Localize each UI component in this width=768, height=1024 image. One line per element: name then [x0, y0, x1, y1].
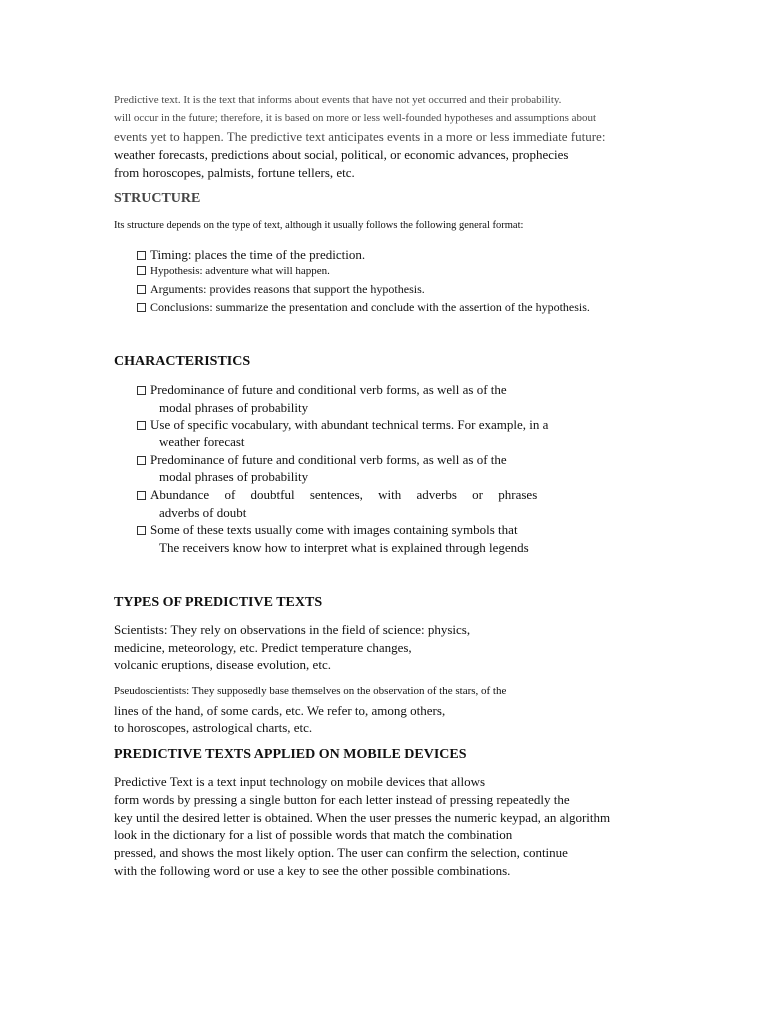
- structure-heading: STRUCTURE: [114, 191, 201, 206]
- intro-line: events yet to happen. The predictive text anticipates events in a more or less immediate future:: [114, 129, 606, 144]
- bullet-box-icon: [137, 456, 146, 465]
- structure-item: Timing: places the time of the prediction.: [137, 247, 365, 263]
- bullet-box-icon: [137, 386, 146, 395]
- bullet-box-icon: [137, 491, 146, 500]
- mobile-heading: PREDICTIVE TEXTS APPLIED ON MOBILE DEVICES: [114, 747, 467, 762]
- intro-line: weather forecasts, predictions about social, political, or economic advances, prophecies: [114, 147, 569, 162]
- structure-item: Conclusions: summarize the presentation and conclude with the assertion of the hypothesis.: [137, 300, 590, 315]
- characteristics-item-continuation: modal phrases of probability: [159, 469, 309, 484]
- scientists-line: Scientists: They rely on observations in the field of science: physics,: [114, 622, 471, 637]
- characteristics-item: Use of specific vocabulary, with abundant technical terms. For example, in a: [137, 417, 548, 433]
- bullet-box-icon: [137, 266, 146, 275]
- mobile-line: key until the desired letter is obtained. When the user presses the numeric keypad, an algorithm: [114, 810, 611, 825]
- bullet-box-icon: [137, 285, 146, 294]
- pseudoscientists-line: lines of the hand, of some cards, etc. We refer to, among others,: [114, 703, 446, 718]
- mobile-line: with the following word or use a key to see the other possible combinations.: [114, 863, 511, 878]
- types-heading: TYPES OF PREDICTIVE TEXTS: [114, 595, 323, 610]
- characteristics-item: Predominance of future and conditional verb forms, as well as of the: [137, 382, 507, 398]
- characteristics-item: Abundance of doubtful sentences, with adverbs or phrases: [137, 487, 537, 503]
- mobile-line: Predictive Text is a text input technology on mobile devices that allows: [114, 774, 486, 789]
- structure-item: Hypothesis: adventure what will happen.: [137, 265, 330, 277]
- characteristics-item: Some of these texts usually come with images containing symbols that: [137, 522, 518, 538]
- characteristics-item-continuation: adverbs of doubt: [159, 505, 247, 520]
- bullet-box-icon: [137, 526, 146, 535]
- mobile-line: look in the dictionary for a list of possible words that match the combination: [114, 827, 513, 842]
- characteristics-item-continuation: weather forecast: [159, 434, 245, 449]
- bullet-box-icon: [137, 251, 146, 260]
- mobile-line: form words by pressing a single button for each letter instead of pressing repeatedly the: [114, 792, 570, 807]
- bullet-box-icon: [137, 303, 146, 312]
- characteristics-item-continuation: The receivers know how to interpret what is explained through legends: [159, 540, 529, 555]
- intro-line: will occur in the future; therefore, it is based on more or less well-founded hypotheses and assumptions about: [114, 112, 597, 124]
- characteristics-item-continuation: modal phrases of probability: [159, 400, 309, 415]
- characteristics-heading: CHARACTERISTICS: [114, 354, 251, 369]
- structure-item: Arguments: provides reasons that support the hypothesis.: [137, 282, 425, 297]
- scientists-line: volcanic eruptions, disease evolution, etc.: [114, 657, 331, 672]
- bullet-box-icon: [137, 421, 146, 430]
- scientists-line: medicine, meteorology, etc. Predict temperature changes,: [114, 640, 412, 655]
- intro-line: from horoscopes, palmists, fortune tellers, etc.: [114, 165, 355, 180]
- intro-line: Predictive text. It is the text that informs about events that have not yet occurred and their probability.: [114, 94, 562, 106]
- pseudoscientists-line: to horoscopes, astrological charts, etc.: [114, 720, 313, 735]
- pseudoscientists-line: Pseudoscientists: They supposedly base themselves on the observation of the stars, of the: [114, 685, 507, 697]
- mobile-line: pressed, and shows the most likely option. The user can confirm the selection, continue: [114, 845, 568, 860]
- characteristics-item: Predominance of future and conditional verb forms, as well as of the: [137, 452, 507, 468]
- structure-intro: Its structure depends on the type of text, although it usually follows the following general format:: [114, 220, 524, 231]
